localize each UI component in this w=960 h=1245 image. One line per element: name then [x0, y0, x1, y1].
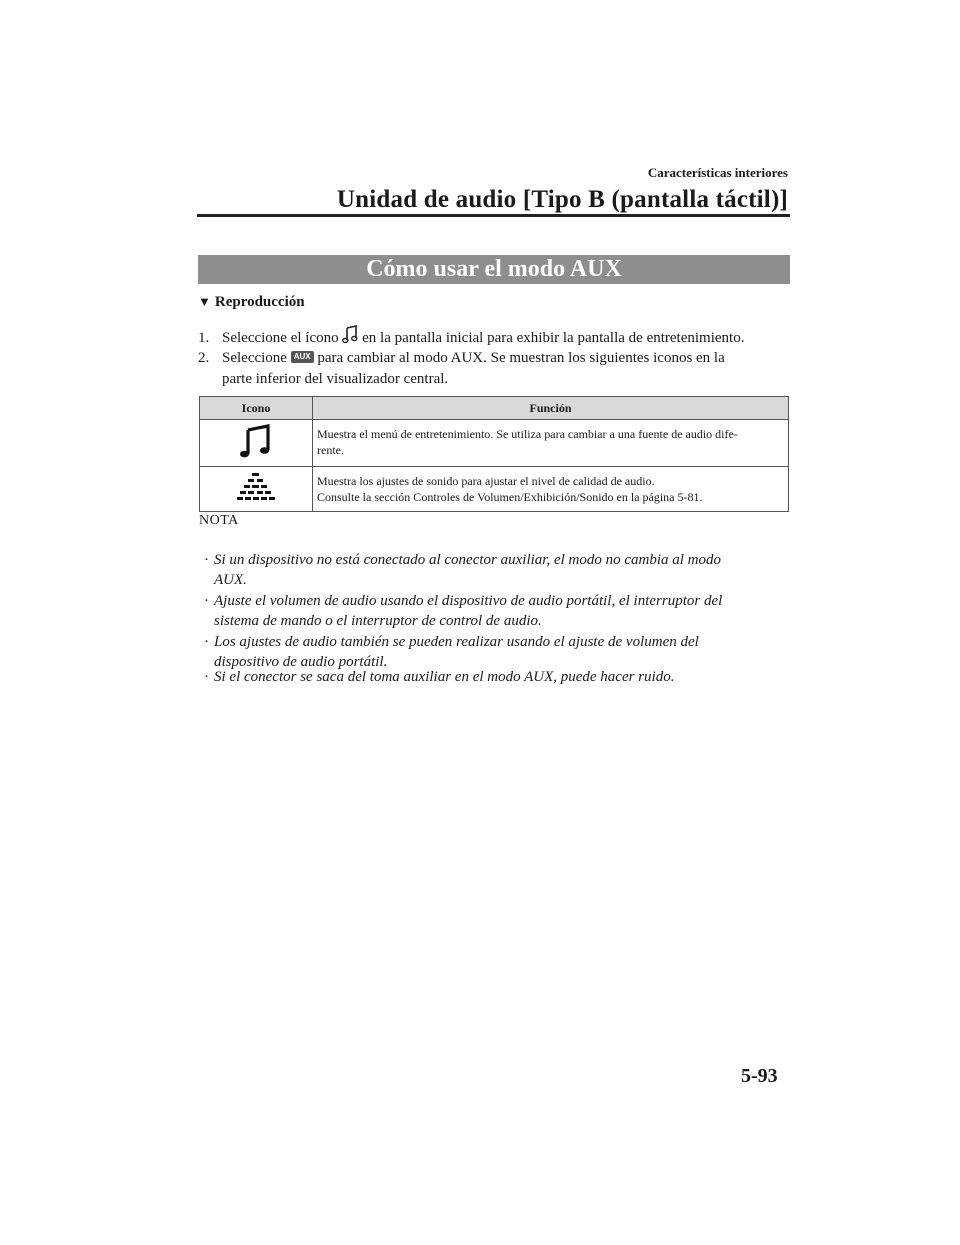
table-row	[200, 467, 789, 512]
step-text: Seleccione	[222, 350, 287, 366]
note-text: Si el conector se saca del toma auxiliar en el modo AUX, puede hacer ruido.	[214, 669, 675, 685]
step-continuation: parte inferior del visualizador central.	[222, 371, 449, 387]
function-cell	[313, 420, 789, 467]
header-subtitle: Características interiores	[647, 165, 788, 180]
subheading-text: Reproducción	[214, 294, 305, 310]
column-header-function: Función	[313, 397, 789, 420]
function-text: rente.	[317, 443, 344, 457]
page-number: 5-93	[741, 1065, 778, 1087]
note-text: AUX.	[214, 572, 247, 588]
icon-cell	[200, 467, 313, 512]
music-note-icon	[239, 447, 273, 461]
note-text: Los ajustes de audio también se pueden realizar usando el ajuste de volumen del	[214, 634, 699, 650]
step-text: Seleccione el ícono	[222, 329, 339, 346]
step-2	[198, 348, 798, 390]
table-row	[200, 420, 789, 467]
icon-cell	[200, 420, 313, 467]
note-item	[204, 632, 774, 672]
note-item	[204, 591, 774, 631]
note-text: Ajuste el volumen de audio usando el dispositivo de audio portátil, el interruptor del	[214, 593, 723, 609]
step-text: en la pantalla inicial para exhibir la pantalla de entretenimiento.	[362, 329, 745, 346]
nota-label: NOTA	[199, 513, 239, 528]
bullet-icon: ·	[204, 669, 209, 685]
icon-function-table	[199, 396, 789, 512]
section-title-banner: Cómo usar el modo AUX	[198, 255, 790, 284]
note-text: dispositivo de audio portátil.	[214, 654, 388, 670]
function-cell	[313, 467, 789, 512]
step-text: para cambiar al modo AUX. Se muestran los siguientes iconos en la	[317, 350, 725, 366]
note-item	[204, 550, 774, 590]
note-text: Si un dispositivo no está conectado al conector auxiliar, el modo no cambia al modo	[214, 552, 722, 568]
note-text: sistema de mando o el interruptor de control de audio.	[214, 613, 542, 629]
function-text: Consulte la sección Controles de Volumen/Exhibición/Sonido en la página 5-81.	[317, 490, 703, 504]
equalizer-icon	[236, 492, 276, 506]
subheading	[198, 294, 305, 311]
header-rule	[197, 214, 790, 217]
triangle-down-icon: ▼	[198, 294, 211, 309]
function-text: Muestra los ajustes de sonido para ajustar el nivel de calidad de audio.	[317, 474, 655, 488]
aux-icon: AUX	[291, 351, 314, 363]
header-title: Unidad de audio [Tipo B (pantalla táctil)]	[336, 186, 788, 213]
step-number: 1.	[198, 329, 210, 346]
step-number: 2.	[198, 350, 210, 366]
function-text: Muestra el menú de entretenimiento. Se utiliza para cambiar a una fuente de audio dife-	[317, 427, 738, 441]
bullet-icon: ·	[204, 634, 209, 650]
note-item	[204, 667, 774, 687]
bullet-icon: ·	[204, 593, 209, 609]
bullet-icon: ·	[204, 552, 209, 568]
column-header-icon: Icono	[200, 397, 313, 420]
